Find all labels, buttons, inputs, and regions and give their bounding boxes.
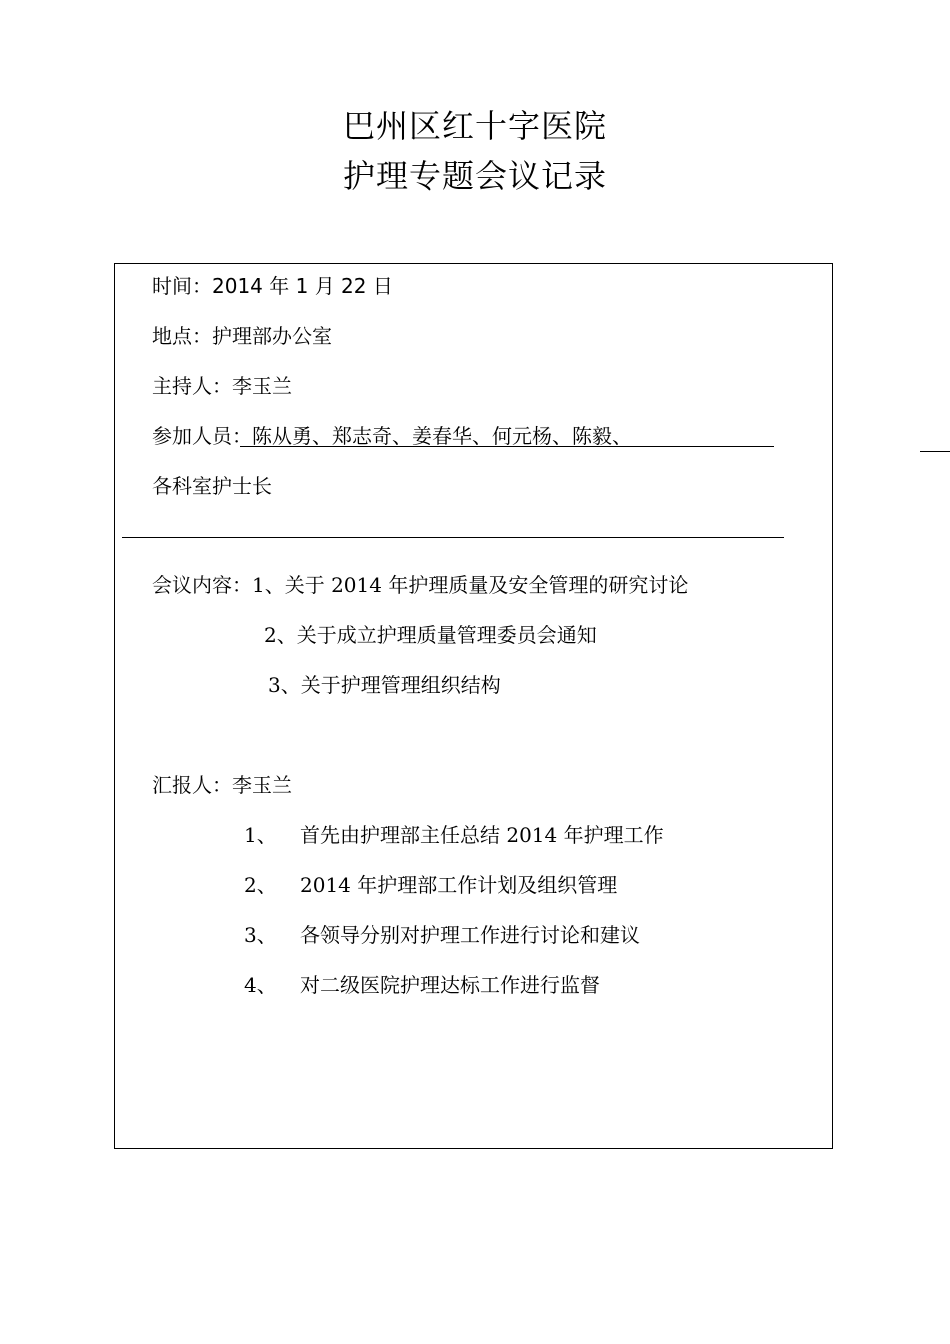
reporter: 汇报人：李玉兰	[152, 773, 292, 797]
report-item	[244, 922, 640, 948]
report-item	[244, 872, 617, 898]
document-title: 巴州区红十字医院	[342, 107, 607, 145]
report-item-number: 4、	[244, 973, 277, 997]
report-item-number: 1、	[244, 823, 277, 847]
report-item-number: 3、	[244, 923, 277, 947]
meeting-content-item-3: 3、关于护理管理组织结构	[268, 673, 501, 697]
report-item	[244, 822, 664, 848]
section-divider	[122, 537, 784, 538]
meeting-content-item-1: 会议内容：1、关于 2014 年护理质量及安全管理的研究讨论	[152, 573, 689, 597]
report-item-number: 2、	[244, 873, 277, 897]
report-item-text: 首先由护理部主任总结 2014 年护理工作	[300, 823, 664, 847]
report-item	[244, 972, 600, 998]
meeting-participants: 参加人员：陈从勇、郑志奇、姜春华、何元杨、陈毅、	[152, 424, 632, 448]
meeting-content-item-2: 2、关于成立护理质量管理委员会通知	[264, 623, 597, 647]
meeting-host: 主持人：李玉兰	[152, 374, 292, 398]
meeting-participants-cont: 各科室护士长	[152, 474, 272, 498]
report-item-text: 各领导分别对护理工作进行讨论和建议	[300, 923, 640, 947]
margin-mark	[920, 451, 950, 452]
report-item-text: 对二级医院护理达标工作进行监督	[300, 973, 600, 997]
meeting-time: 时间：2014 年 1 月 22 日	[152, 274, 393, 298]
participants-underline	[240, 446, 774, 447]
report-item-text: 2014 年护理部工作计划及组织管理	[300, 873, 618, 897]
meeting-location: 地点：护理部办公室	[152, 324, 332, 348]
document-subtitle: 护理专题会议记录	[342, 157, 607, 195]
